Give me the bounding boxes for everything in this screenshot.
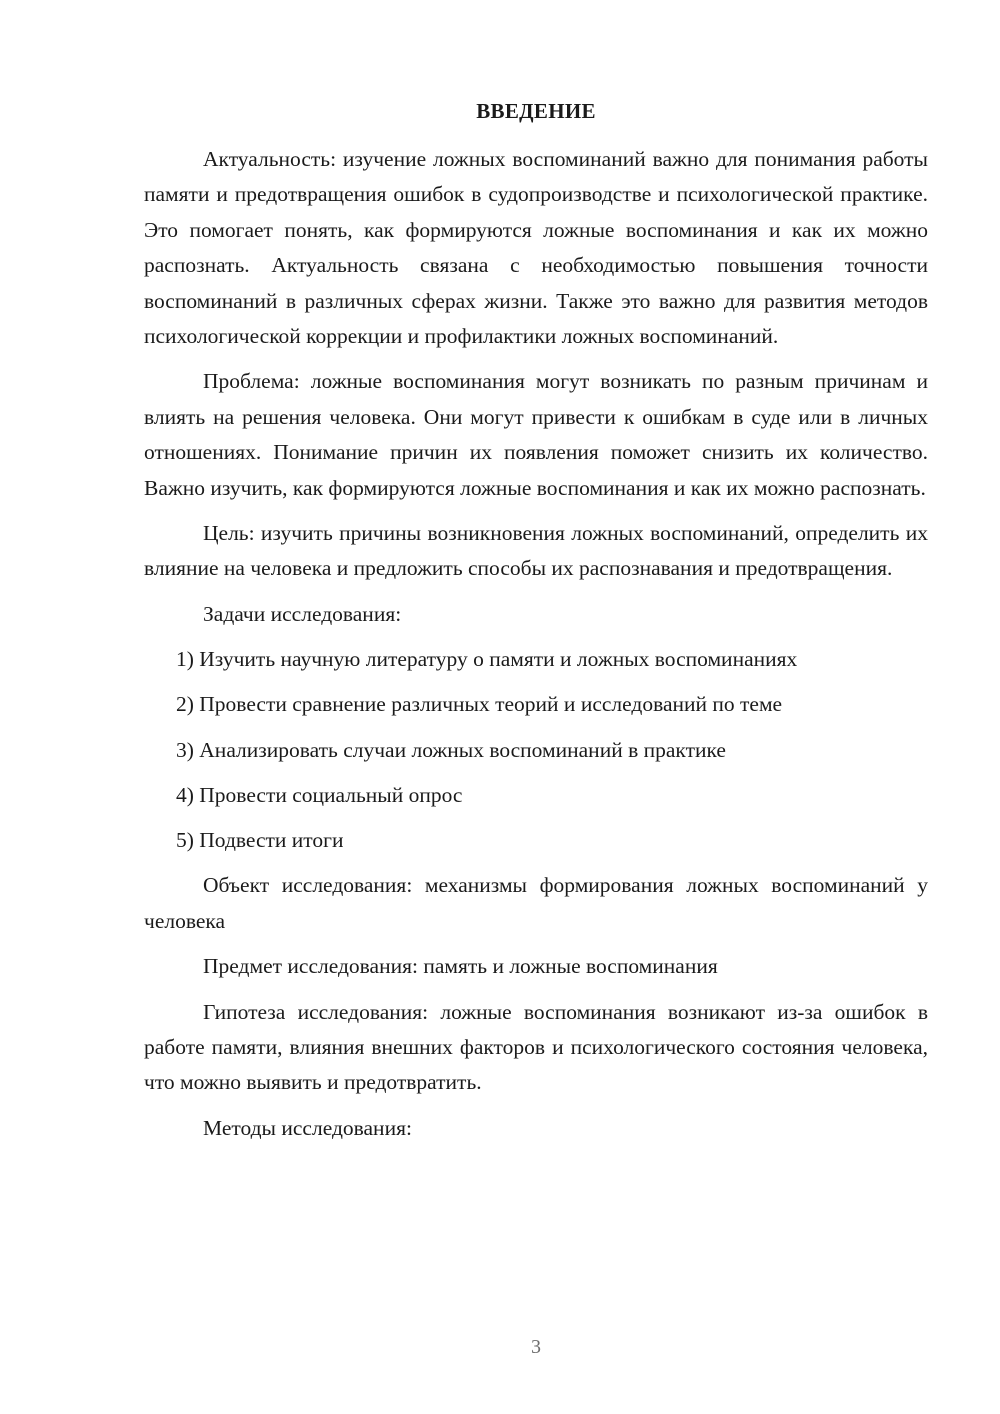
list-item: 3) Анализировать случаи ложных воспоминаний в практике — [176, 737, 726, 762]
tasks-heading: Задачи исследования: — [203, 601, 402, 626]
paragraph-relevance: Актуальность: изучение ложных воспоминаний важно для понимания работы памяти и предотвращения ошибок в судопроизводстве и психологической практике. Это помогает понять, как формируются ложные воспоминания и как их можно распознать. Актуальность связана с необходимостью повышения точности воспоминаний в различных сферах жизни. Также это важно для развития методов психологической коррекции и профилактики ложных воспоминаний. — [144, 147, 928, 349]
paragraph-problem: Проблема: ложные воспоминания могут возникать по разным причинам и влиять на решения человека. Они могут привести к ошибкам в суде или в личных отношениях. Понимание причин их появления поможет снизить их количество. Важно изучить, как формируются ложные воспоминания и как их можно распознать. — [144, 369, 928, 500]
page-number: 3 — [531, 1336, 541, 1358]
list-item: 1) Изучить научную литературу о памяти и ложных воспоминаниях — [176, 647, 798, 672]
list-item: 5) Подвести итоги — [176, 828, 344, 853]
document-body — [144, 142, 928, 1156]
list-item: 4) Провести социальный опрос — [176, 782, 463, 807]
paragraph-goal: Цель: изучить причины возникновения ложных воспоминаний, определить их влияние на человека и предложить способы их распознавания и предотвращения. — [144, 521, 928, 581]
paragraph-subject: Предмет исследования: память и ложные воспоминания — [203, 954, 718, 979]
tasks-list — [144, 642, 928, 858]
paragraph-hypothesis: Гипотеза исследования: ложные воспоминания возникают из-за ошибок в работе памяти, влияния внешних факторов и психологического состояния человека, что можно выявить и предотвратить. — [144, 999, 928, 1095]
paragraph-object: Объект исследования: механизмы формирования ложных воспоминаний у человека — [144, 873, 928, 933]
methods-heading: Методы исследования: — [203, 1115, 412, 1140]
list-item: 2) Провести сравнение различных теорий и исследований по теме — [176, 692, 783, 717]
page-title: ВВЕДЕНИЕ — [476, 99, 596, 123]
